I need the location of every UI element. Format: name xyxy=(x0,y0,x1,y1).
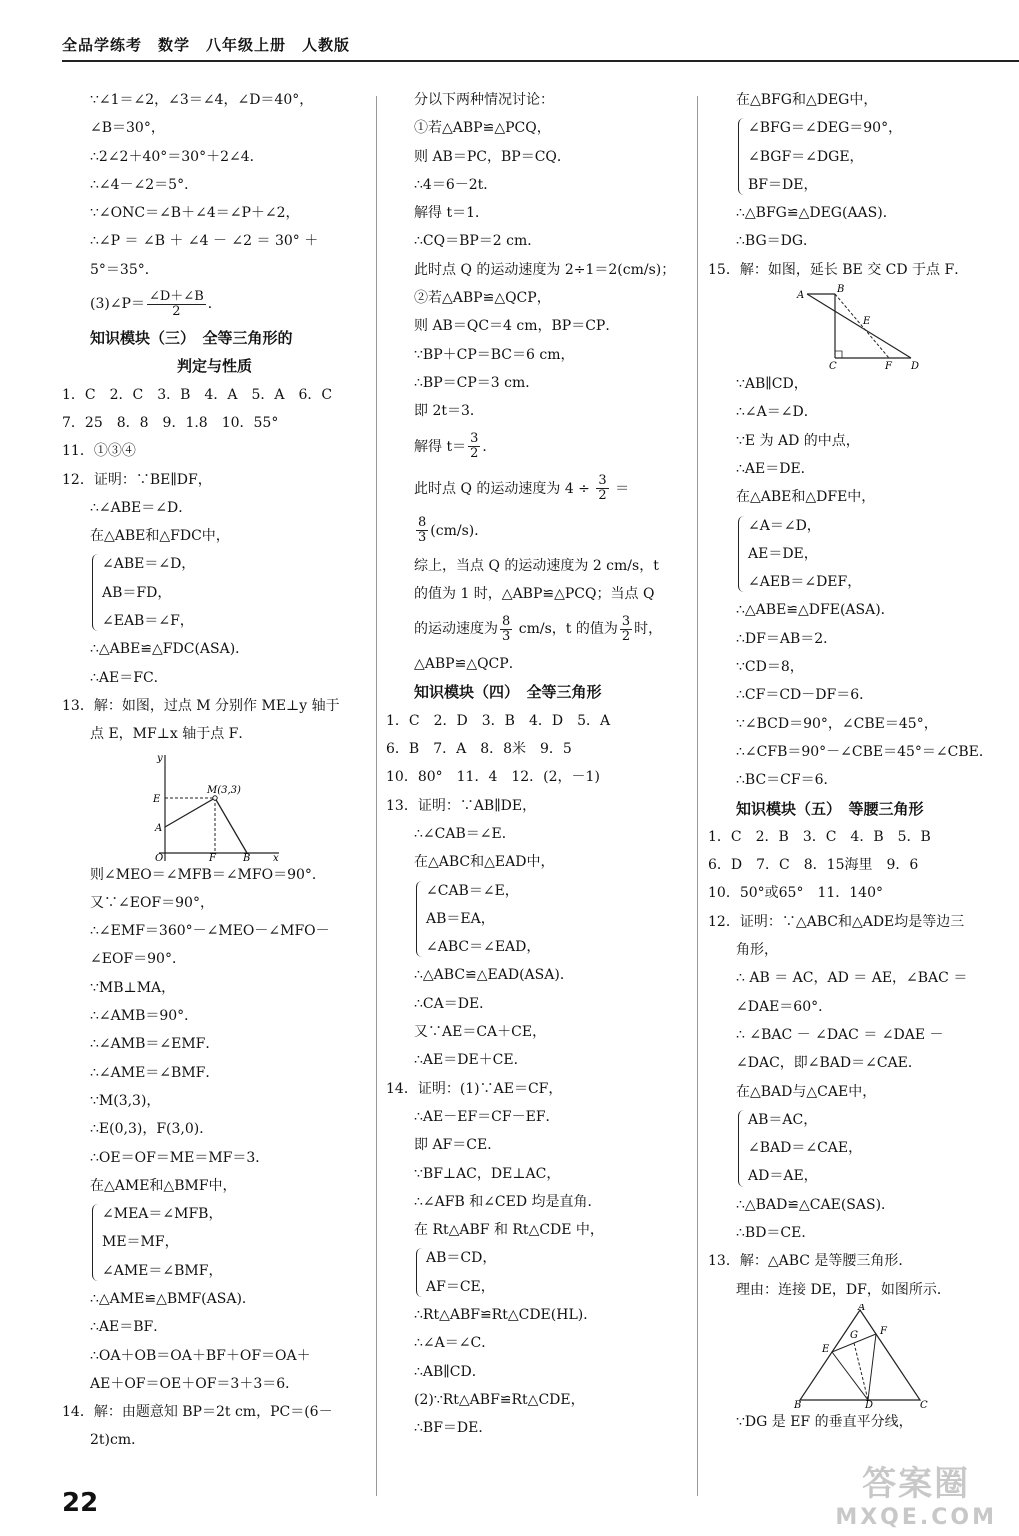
text-line: ∠B＝30°， xyxy=(90,120,165,137)
text-line: (2)∵Rt△ABF≌Rt△CDE， xyxy=(414,1391,585,1408)
segment-bf xyxy=(835,294,889,358)
column-middle xyxy=(386,86,686,1442)
text-line: ∴∠AMB＝∠EMF． xyxy=(90,1036,220,1053)
text-line: 2t)cm． xyxy=(90,1432,146,1449)
brace xyxy=(738,516,745,593)
numerator: 3 xyxy=(621,613,631,629)
text-line: ∴AB∥CD． xyxy=(414,1363,486,1380)
text-line: 综上，当点 Q 的运动速度为 2 cm/s，t xyxy=(414,557,659,574)
denominator: 3 xyxy=(418,530,427,546)
label-c: C xyxy=(920,1399,928,1408)
denominator: 2 xyxy=(598,488,607,504)
text-line: ∠MEA＝∠MFB， xyxy=(102,1206,223,1223)
text-line: ∠CAB＝∠E， xyxy=(426,882,519,899)
text-line: ∴∠ABE＝∠D． xyxy=(90,499,193,516)
label-c: C xyxy=(829,361,837,371)
watermark-logo-text: 答案圈 xyxy=(862,1464,971,1504)
trapezoid-figure xyxy=(793,284,923,370)
text-line: ∵∠1＝∠2，∠3＝∠4，∠D＝40°， xyxy=(90,92,314,108)
brace-group xyxy=(708,114,1008,199)
text-line: ∴4＝6－2t． xyxy=(414,176,498,193)
label-y: y xyxy=(156,752,163,764)
text-line: ∵M(3,3)， xyxy=(90,1092,161,1109)
text-line xyxy=(386,608,686,650)
text-line: ∴BD＝CE． xyxy=(736,1224,816,1241)
text-line: 即 2t＝3． xyxy=(414,403,484,420)
text-line: 又∵∠EOF＝90°， xyxy=(90,894,214,911)
text-line: ∴∠AMB＝90°． xyxy=(90,1008,199,1025)
numerator: 3 xyxy=(470,431,479,447)
text-line: ∵MB⊥MA， xyxy=(90,979,176,996)
text-line: ∴∠4－∠2＝5°． xyxy=(90,176,199,193)
text-line: ∵DG 是 EF 的垂直平分线， xyxy=(736,1413,913,1430)
brace-group xyxy=(708,1106,1008,1191)
fraction xyxy=(500,615,512,644)
text-line: ∴△BFG≌△DEG(AAS)． xyxy=(736,205,897,222)
text-line: 在△AME和△BMF中， xyxy=(90,1177,237,1194)
text-line: ∵BF⊥AC，DE⊥AC， xyxy=(414,1165,561,1182)
text-line: AB＝CD， xyxy=(426,1250,497,1267)
text-line: ∴ AB ＝ AC，AD ＝ AE，∠BAC ＝ xyxy=(736,970,968,987)
label-d: D xyxy=(865,1399,874,1408)
text-line xyxy=(386,426,686,468)
text-line: ∴∠A＝∠C． xyxy=(414,1335,496,1352)
label-d: D xyxy=(911,361,920,371)
section-heading: 判定与性质 xyxy=(176,357,252,376)
text-line: 在△BFG和△DEG中， xyxy=(736,92,878,108)
question-line: 13．解：△ABC 是等腰三角形． xyxy=(708,1253,913,1270)
question-line: 12．证明：∵△ABC和△ADE均是等边三 xyxy=(708,913,965,930)
label-f: F xyxy=(208,852,216,861)
segment-de xyxy=(832,1352,868,1400)
section-heading: 知识模块（三） 全等三角形的 xyxy=(90,329,293,348)
label-e: E xyxy=(822,1343,830,1355)
text-line: BF＝DE， xyxy=(748,176,818,193)
text-line: ∴∠CAB＝∠E． xyxy=(414,825,516,842)
text-line: AB＝EA， xyxy=(426,910,495,927)
text-fragment: 的运动速度为 xyxy=(414,621,498,638)
text-line: ∴BP＝CP＝3 cm． xyxy=(414,374,540,391)
section-heading: 知识模块（五） 等腰三角形 xyxy=(736,799,924,818)
fraction xyxy=(596,474,608,503)
text-line: ME＝MF， xyxy=(102,1234,179,1251)
text-line xyxy=(62,284,367,324)
brace xyxy=(738,1110,745,1187)
text-line: ∴△BAD≌△CAE(SAS)． xyxy=(736,1196,896,1213)
numerator: 8 xyxy=(418,515,427,531)
text-line: ∴CA＝DE． xyxy=(414,995,494,1012)
text-line: ∴△AME≌△BMF(ASA)． xyxy=(90,1290,256,1307)
text-line: ∴DF＝AB＝2． xyxy=(736,630,838,647)
text-line: ∴∠EMF＝360°－∠MEO－∠MFO－ xyxy=(90,923,330,940)
column-separator xyxy=(697,96,698,1496)
text-fragment: 此时点 Q 的运动速度为 4 ÷ xyxy=(414,480,595,497)
text-line: AF＝CE， xyxy=(426,1278,495,1295)
text-line: ∵CD＝8， xyxy=(736,659,804,676)
text-line: 在△ABE和△FDC中， xyxy=(90,528,230,545)
text-line: ∵E 为 AD 的中点， xyxy=(736,432,860,449)
numerator: 8 xyxy=(502,613,511,629)
text-line: ∴∠A＝∠D． xyxy=(736,404,818,421)
text-fragment: ＝ xyxy=(610,480,630,497)
text-line: ∴BG＝DG． xyxy=(736,233,818,250)
fraction xyxy=(468,432,480,461)
text-line: 在△ABE和△DFE中， xyxy=(736,489,876,506)
column-right xyxy=(708,86,1008,1436)
answer-line: 10．80° 11．4 12．(2，－1) xyxy=(386,769,600,786)
brace-group xyxy=(62,550,367,635)
text-line: ∴△ABE≌△DFE(ASA)． xyxy=(736,602,895,619)
brace xyxy=(92,554,99,631)
text-line: 解得 t＝1． xyxy=(414,205,489,222)
text-line: 5°＝35°． xyxy=(90,261,159,278)
text-line: 点 E，MF⊥x 轴于点 F． xyxy=(90,726,253,743)
text-line: ∴E(0,3)，F(3,0)． xyxy=(90,1121,214,1138)
answer-line: 6．B 7．A 8．8米 9．5 xyxy=(386,741,572,758)
text-line: 又∵AE＝CA＋CE， xyxy=(414,1024,547,1041)
text-line: AB＝AC， xyxy=(748,1111,818,1128)
label-b: B xyxy=(837,284,845,296)
text-line: AD＝AE， xyxy=(748,1168,818,1185)
question-line: 14．解：由题意知 BP＝2t cm，PC＝(6－ xyxy=(62,1404,333,1421)
numerator: ∠D＋∠B xyxy=(148,288,204,304)
point-m xyxy=(212,795,216,799)
denominator: 2 xyxy=(172,303,181,319)
label-a: A xyxy=(154,822,162,834)
label-g: G xyxy=(850,1329,858,1341)
segments-ma-mb xyxy=(165,798,247,853)
question-line: 14．证明：(1)∵AE＝CF， xyxy=(386,1080,563,1097)
brace xyxy=(416,1248,423,1297)
text-line: AE＝DE， xyxy=(748,545,818,562)
answer-line: 1．C 2．D 3．B 4．D 5．A xyxy=(386,712,611,729)
text-line: ∠EOF＝90°． xyxy=(90,951,186,968)
answer-line: 10．50°或65° 11．140° xyxy=(708,885,883,902)
text-fragment: ． xyxy=(482,438,497,455)
text-line: ∠BGF＝∠DGE， xyxy=(748,148,864,165)
label-a: A xyxy=(858,1303,866,1313)
text-line: ∴Rt△ABF≌Rt△CDE(HL)． xyxy=(414,1306,598,1323)
question-line: 15．解：如图，延长 BE 交 CD 于点 F． xyxy=(708,261,969,278)
text-line: ∴AE＝DE． xyxy=(736,460,815,477)
text-fragment: 时， xyxy=(634,621,663,638)
label-e: E xyxy=(152,793,160,805)
question-line: 12．证明：∵BE∥DF， xyxy=(62,471,212,488)
text-line: AB＝FD， xyxy=(102,584,172,601)
brace xyxy=(92,1204,99,1281)
text-fragment: ． xyxy=(207,296,222,313)
text-line: 角形， xyxy=(736,942,778,959)
label-f: F xyxy=(885,361,892,371)
answer-line: 1．C 2．C 3．B 4．A 5．A 6．C xyxy=(62,386,333,403)
fraction xyxy=(416,516,428,545)
brace xyxy=(416,881,423,958)
projection-lines xyxy=(165,798,215,853)
denominator: 3 xyxy=(502,628,511,644)
text-line: 则∠MEO＝∠MFB＝∠MFO＝90°． xyxy=(90,866,326,883)
text-line: 在 Rt△ABF 和 Rt△CDE 中， xyxy=(414,1222,604,1239)
text-line: 的值为 1 时，△ABP≌△PCQ；当点 Q xyxy=(414,585,655,602)
text-line: △ABP≌△QCP． xyxy=(414,656,523,673)
text-line: ∴CQ＝BP＝2 cm． xyxy=(414,233,542,250)
answer-line: 6．D 7．C 8．15海里 9．6 xyxy=(708,857,919,874)
text-line: ∠ABC＝∠EAD， xyxy=(426,939,541,956)
text-line: 此时点 Q 的运动速度为 2÷1＝2(cm/s)； xyxy=(414,261,676,278)
fraction xyxy=(620,615,632,644)
text-line: ∴OA＋OB＝OA＋BF＋OF＝OA＋ xyxy=(90,1347,311,1364)
numerator: 3 xyxy=(598,473,607,489)
text-line: ∠EAB＝∠F， xyxy=(102,613,194,630)
text-line: 在△ABC和△EAD中， xyxy=(414,854,555,871)
answer-line: 11．①③④ xyxy=(62,443,136,460)
text-fragment: 解得 t＝ xyxy=(414,438,467,455)
question-line: 13．解：如图，过点 M 分别作 ME⊥y 轴于 xyxy=(62,697,340,714)
text-line: 则 AB＝QC＝4 cm，BP＝CP． xyxy=(414,318,620,335)
page-number: 22 xyxy=(62,1488,99,1518)
text-line: 在△BAD与△CAE中， xyxy=(736,1083,877,1100)
text-line: ∵AB∥CD， xyxy=(736,376,808,393)
text-line: ∴AE－EF＝CF－EF． xyxy=(414,1108,560,1125)
text-line: ②若△ABP≌△QCP， xyxy=(414,290,551,307)
text-line xyxy=(386,510,686,552)
brace-group xyxy=(62,1200,367,1285)
text-line: 即 AF＝CE． xyxy=(414,1137,502,1154)
text-line: ∴CF＝CD－DF＝6． xyxy=(736,687,874,704)
answer-line: 7．25 8．8 9．1.8 10．55° xyxy=(62,414,279,431)
text-line: ∴△ABC≌△EAD(ASA)． xyxy=(414,967,574,984)
text-line: ∴∠CFB＝90°－∠CBE＝45°＝∠CBE． xyxy=(736,743,993,760)
triangle-abc xyxy=(800,1310,920,1400)
header-rule xyxy=(62,60,1019,62)
fraction xyxy=(147,290,206,319)
label-e: E xyxy=(863,316,871,328)
watermark-url: MXQE.COM xyxy=(835,1505,997,1530)
text-line: 分以下两种情况讨论： xyxy=(414,92,554,108)
text-fragment: (cm/s)． xyxy=(430,522,489,539)
text-line: ∠BAD＝∠CAE， xyxy=(748,1140,863,1157)
brace-group xyxy=(386,1244,686,1301)
text-line: ∴BC＝CF＝6． xyxy=(736,772,838,789)
text-line: ∴ ∠BAC － ∠DAC ＝ ∠DAE － xyxy=(736,1026,944,1043)
text-line: ∴AE＝DE＋CE． xyxy=(414,1052,528,1069)
label-x: x xyxy=(272,852,279,861)
text-fragment: (3)∠P＝ xyxy=(90,296,145,313)
label-f: F xyxy=(880,1325,887,1337)
brace-group xyxy=(386,877,686,962)
text-line: ∵∠BCD＝90°，∠CBE＝45°， xyxy=(736,715,938,732)
watermark xyxy=(835,1456,997,1530)
text-line: ∠A＝∠D， xyxy=(748,517,821,534)
text-line: ∴2∠2＋40°＝30°＋2∠4． xyxy=(90,148,264,165)
text-line: ∵BP＋CP＝BC＝6 cm， xyxy=(414,346,575,363)
denominator: 2 xyxy=(470,446,479,462)
column-left xyxy=(62,86,367,1455)
text-line: 理由：连接 DE，DF，如图所示． xyxy=(736,1281,951,1298)
text-line: ∵∠ONC＝∠B＋∠4＝∠P＋∠2， xyxy=(90,205,300,222)
segment-ad xyxy=(807,294,911,358)
text-line: ∠AEB＝∠DEF， xyxy=(748,574,862,591)
brace-group xyxy=(708,512,1008,597)
text-line: ∠DAE＝60°． xyxy=(736,998,833,1015)
text-line: ∴∠AME＝∠BMF． xyxy=(90,1064,220,1081)
text-line: ∴OE＝OF＝ME＝MF＝3． xyxy=(90,1149,270,1166)
text-line: AE＋OF＝OE＋OF＝3＋3＝6． xyxy=(90,1375,300,1392)
segment-df xyxy=(868,1334,876,1400)
triangle-figure xyxy=(788,1304,928,1408)
section-heading: 知识模块（四） 全等三角形 xyxy=(414,683,602,702)
text-line: ∴BF＝DE． xyxy=(414,1420,493,1437)
coordinate-figure xyxy=(145,749,285,861)
text-line: ∠BFG＝∠DEG＝90°， xyxy=(748,120,903,137)
text-line: ①若△ABP≌△PCQ， xyxy=(414,120,551,137)
text-line: 则 AB＝PC，BP＝CQ． xyxy=(414,148,571,165)
label-o: O xyxy=(154,852,163,861)
label-b: B xyxy=(242,852,250,861)
running-header: 全品学练考 数学 八年级上册 人教版 xyxy=(62,36,351,54)
question-line: 13．证明：∵AB∥DE， xyxy=(386,797,537,814)
denominator: 2 xyxy=(621,628,631,644)
text-line xyxy=(386,468,686,510)
text-line: ∠ABE＝∠D， xyxy=(102,556,196,573)
text-line: ∴AE＝BF． xyxy=(90,1319,168,1336)
label-b: B xyxy=(794,1399,802,1408)
brace xyxy=(738,118,745,195)
column-separator xyxy=(376,96,377,1496)
label-m: M(3,3) xyxy=(206,784,241,796)
text-fragment: cm/s，t 的值为 xyxy=(514,621,618,638)
label-a: A xyxy=(797,290,805,302)
text-line: ∴∠AFB 和∠CED 均是直角． xyxy=(414,1193,602,1210)
text-line: ∠DAC，即∠BAD＝∠CAE． xyxy=(736,1055,922,1072)
right-angle-mark xyxy=(835,351,842,358)
text-line: ∴AE＝FC． xyxy=(90,669,168,686)
text-line: ∠AME＝∠BMF， xyxy=(102,1262,223,1279)
text-line: ∴△ABE≌△FDC(ASA)． xyxy=(90,641,250,658)
text-line: ∴∠P ＝ ∠B ＋ ∠4 － ∠2 ＝ 30° ＋ xyxy=(90,233,319,250)
answer-line: 1．C 2．B 3．C 4．B 5．B xyxy=(708,828,931,845)
